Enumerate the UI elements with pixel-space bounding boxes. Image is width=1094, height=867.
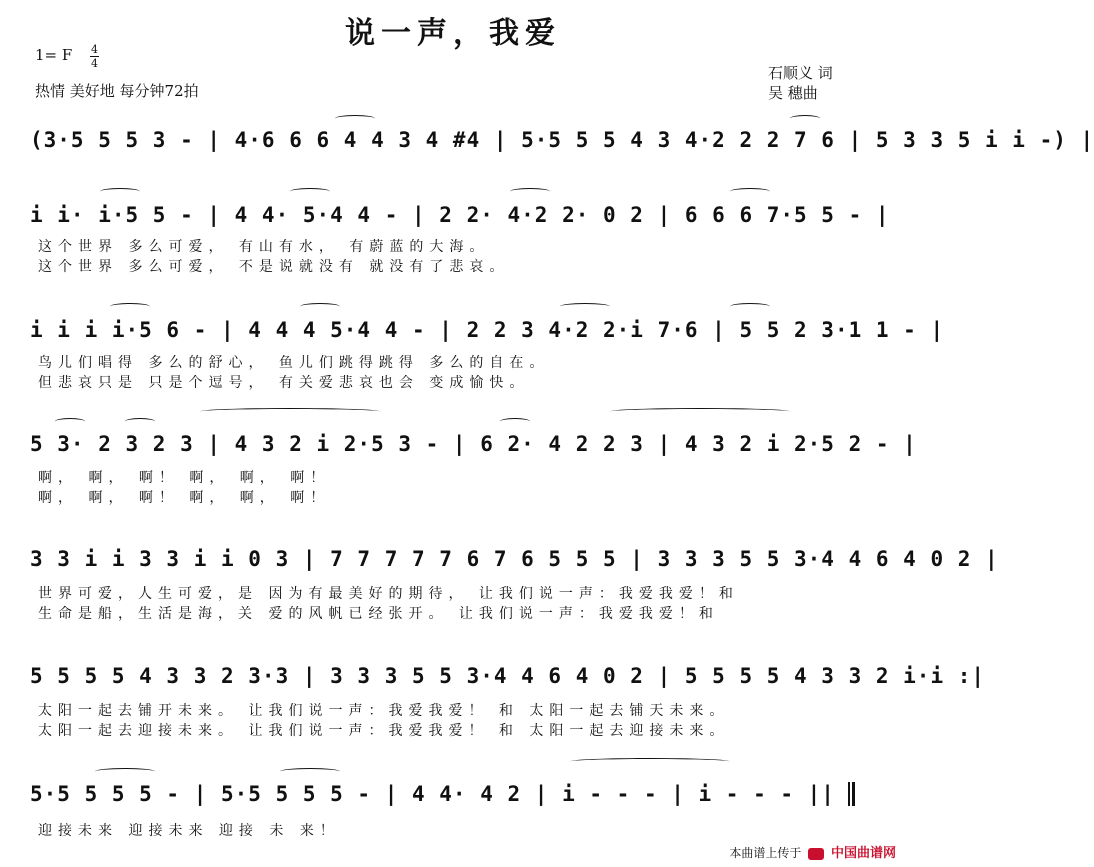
slur	[610, 408, 790, 415]
lyric-line-2: 啊， 啊， 啊！ 啊， 啊， 啊！	[38, 490, 331, 506]
notation-line: 5 3· 2 3 2 3 | 4 3 2 i 2·5 3 - | 6 2· 4 2 2 3 | 4 3 2 i 2·5 2 - |	[30, 432, 917, 456]
slur	[280, 768, 340, 775]
lyric-line-2: 太阳一起去迎接未来。 让我们说一声：我爱我爱！ 和 太阳一起去迎接未来。	[38, 723, 730, 739]
notation-line: (3·5 5 5 3 - | 4·6 6 6 4 4 3 4 #4 | 5·5 5 5 4 3 4·2 2 2 7 6 | 5 3 3 5 i i -) |	[30, 128, 1094, 152]
slur	[100, 188, 140, 195]
score-system-6	[30, 664, 986, 690]
slur	[55, 418, 85, 425]
site-logo-icon	[808, 848, 824, 860]
upload-credit-prefix: 本曲谱上传于	[729, 846, 802, 860]
composer-credit: 吴 穗曲	[768, 84, 818, 102]
score-system-1	[30, 128, 1094, 154]
lyricist-credit: 石顺义 词	[768, 64, 833, 82]
slur	[125, 418, 155, 425]
slur	[290, 188, 330, 195]
lyric-line-1: 啊， 啊， 啊！ 啊， 啊， 啊！	[38, 470, 331, 486]
slur	[300, 303, 340, 310]
tie	[570, 758, 730, 765]
key-signature: 1= F	[35, 46, 73, 64]
score-system-3	[30, 318, 945, 344]
slur	[560, 303, 610, 310]
slur	[200, 408, 380, 415]
lyric-line-2: 但悲哀只是 只是个逗号， 有关爱悲哀也会 变成愉快。	[38, 375, 530, 391]
notation-line: 5·5 5 5 5 - | 5·5 5 5 5 - | 4 4· 4 2 | i - - - | i - - - ||	[30, 782, 835, 806]
lyric-line-2: 生命是船，生活是海，关 爱的风帆已经张开。 让我们说一声：我爱我爱！和	[38, 606, 719, 622]
score-system-5	[30, 547, 999, 573]
slur	[730, 303, 770, 310]
slur	[730, 188, 770, 195]
notation-line: i i· i·5 5 - | 4 4· 5·4 4 - | 2 2· 4·2 2· 0 2 | 6 6 6 7·5 5 - |	[30, 203, 890, 227]
lyric-line-1: 这个世界 多么可爱， 有山有水， 有蔚蓝的大海。	[38, 239, 490, 255]
lyric-line-1: 鸟儿们唱得 多么的舒心， 鱼儿们跳得跳得 多么的自在。	[38, 355, 550, 371]
slur	[110, 303, 150, 310]
final-barline-thick	[852, 782, 855, 806]
song-title: 说一声，我爱	[345, 16, 561, 51]
slur	[335, 115, 375, 122]
upload-credit	[729, 842, 896, 861]
notation-line: 3 3 i i 3 3 i i 0 3 | 7 7 7 7 7 6 7 6 5 5 5 | 3 3 3 5 5 3·4 4 6 4 0 2 |	[30, 547, 999, 571]
final-barline-thin	[848, 782, 850, 806]
score-system-2	[30, 203, 890, 229]
time-signature-bottom: 4	[91, 57, 98, 70]
notation-line: 5 5 5 5 4 3 3 2 3·3 | 3 3 3 5 5 3·4 4 6 4 0 2 | 5 5 5 5 4 3 3 2 i·i :|	[30, 664, 986, 688]
lyric-line-1: 迎接未来 迎接未来 迎接 未 来！	[38, 823, 340, 839]
tempo-marking: 热情 美好地 每分钟72拍	[35, 82, 199, 100]
site-brand: 中国曲谱网	[830, 846, 896, 861]
lyric-line-2: 这个世界 多么可爱， 不是说就没有 就没有了悲哀。	[38, 259, 510, 275]
lyric-line-1: 太阳一起去铺开未来。 让我们说一声：我爱我爱！ 和 太阳一起去铺天未来。	[38, 703, 730, 719]
time-signature-top: 4	[91, 43, 98, 56]
slur	[95, 768, 155, 775]
slur	[790, 115, 820, 122]
notation-line: i i i i·5 6 - | 4 4 4 5·4 4 - | 2 2 3 4·2 2·i 7·6 | 5 5 2 3·1 1 - |	[30, 318, 945, 342]
score-system-4	[30, 432, 917, 458]
lyric-line-1: 世界可爱，人生可爱，是 因为有最美好的期待， 让我们说一声：我爱我爱！和	[38, 586, 739, 602]
slur	[510, 188, 550, 195]
slur	[500, 418, 530, 425]
time-signature	[90, 44, 99, 69]
score-system-7	[30, 782, 860, 808]
